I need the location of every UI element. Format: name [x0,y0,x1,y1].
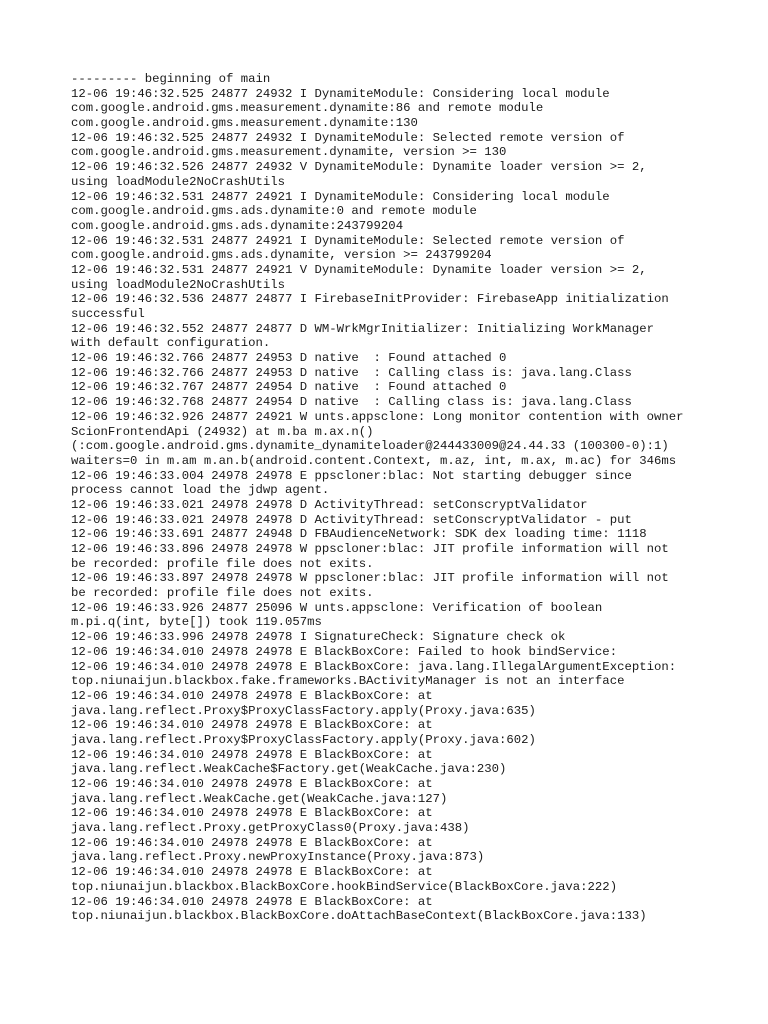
log-line: with default configuration. [71,336,271,351]
log-text-block [71,72,761,924]
log-line: 12-06 19:46:34.010 24978 24978 E BlackBoxCore: at [71,806,433,821]
log-line: 12-06 19:46:32.766 24877 24953 D native : Calling class is: java.lang.Class [71,365,632,380]
log-line: 12-06 19:46:34.010 24978 24978 E BlackBoxCore: at [71,865,433,880]
log-line: java.lang.reflect.Proxy.newProxyInstance(Proxy.java:873) [71,850,485,865]
log-line: top.niunaijun.blackbox.BlackBoxCore.doAttachBaseContext(BlackBoxCore.java:133) [71,909,647,924]
log-line: waiters=0 in m.am m.an.b(android.content.Context, m.az, int, m.ax, m.ac) for 346ms [71,453,677,468]
log-line: 12-06 19:46:32.926 24877 24921 W unts.appsclone: Long monitor contention with owner [71,409,684,424]
log-line: 12-06 19:46:34.010 24978 24978 E BlackBoxCore: at [71,688,433,703]
log-line: be recorded: profile file does not exits. [71,556,374,571]
log-line: top.niunaijun.blackbox.BlackBoxCore.hookBindService(BlackBoxCore.java:222) [71,879,618,894]
log-line: 12-06 19:46:34.010 24978 24978 E BlackBoxCore: at [71,747,433,762]
log-line: 12-06 19:46:33.926 24877 25096 W unts.appsclone: Verification of boolean [71,600,603,615]
log-line: 12-06 19:46:32.767 24877 24954 D native : Found attached 0 [71,380,507,395]
log-line: 12-06 19:46:32.531 24877 24921 I DynamiteModule: Selected remote version of [71,233,625,248]
log-line: 12-06 19:46:34.010 24978 24978 E BlackBoxCore: java.lang.IllegalArgumentException: [71,659,677,674]
log-line: java.lang.reflect.Proxy.getProxyClass0(Proxy.java:438) [71,821,470,836]
log-line: 12-06 19:46:34.010 24978 24978 E BlackBoxCore: at [71,718,433,733]
log-line: 12-06 19:46:32.526 24877 24932 V DynamiteModule: Dynamite loader version >= 2, [71,160,647,175]
log-line: successful [71,307,145,321]
log-line: --------- beginning of main [71,72,271,86]
log-line: java.lang.reflect.Proxy$ProxyClassFactory.apply(Proxy.java:635) [71,703,536,718]
log-line: 12-06 19:46:32.768 24877 24954 D native : Calling class is: java.lang.Class [71,395,632,410]
log-line: 12-06 19:46:34.010 24978 24978 E BlackBoxCore: at [71,894,433,909]
log-line: java.lang.reflect.WeakCache.get(WeakCache.java:127) [71,791,448,806]
log-line: 12-06 19:46:33.021 24978 24978 D ActivityThread: setConscryptValidator [71,497,588,512]
log-line: com.google.android.gms.measurement.dynamite:130 [71,116,418,131]
log-line: 12-06 19:46:32.531 24877 24921 I DynamiteModule: Considering local module [71,189,610,204]
log-line: m.pi.q(int, byte[]) took 119.057ms [71,615,322,630]
log-line: 12-06 19:46:32.531 24877 24921 V DynamiteModule: Dynamite loader version >= 2, [71,262,647,277]
log-line: 12-06 19:46:32.536 24877 24877 I FirebaseInitProvider: FirebaseApp initialization [71,292,669,307]
log-line: 12-06 19:46:33.004 24978 24978 E ppscloner:blac: Not starting debugger since [71,468,632,483]
log-line: 12-06 19:46:33.897 24978 24978 W ppscloner:blac: JIT profile information will not [71,571,669,586]
log-page [71,72,761,924]
log-line: 12-06 19:46:34.010 24978 24978 E BlackBoxCore: Failed to hook bindService: [71,644,618,659]
log-line: 12-06 19:46:33.996 24978 24978 I SignatureCheck: Signature check ok [71,630,566,645]
log-line: be recorded: profile file does not exits. [71,586,374,601]
log-line: com.google.android.gms.ads.dynamite:243799204 [71,218,404,233]
log-line: (:com.google.android.gms.dynamite_dynamiteloader@244433009@24.44.33 (100300-0):1) [71,439,669,454]
log-line: com.google.android.gms.ads.dynamite:0 and remote module [71,204,477,219]
log-line: com.google.android.gms.measurement.dynamite:86 and remote module [71,101,544,116]
log-line: using loadModule2NoCrashUtils [71,277,286,292]
log-line: java.lang.reflect.WeakCache$Factory.get(WeakCache.java:230) [71,762,507,777]
log-line: 12-06 19:46:33.896 24978 24978 W ppscloner:blac: JIT profile information will not [71,542,669,556]
log-line: 12-06 19:46:33.021 24978 24978 D ActivityThread: setConscryptValidator - put [71,512,632,527]
log-line: top.niunaijun.blackbox.fake.frameworks.BActivityManager is not an interface [71,674,625,689]
log-line: 12-06 19:46:32.525 24877 24932 I DynamiteModule: Considering local module [71,86,610,101]
log-line: 12-06 19:46:32.766 24877 24953 D native : Found attached 0 [71,351,507,366]
log-line: 12-06 19:46:34.010 24978 24978 E BlackBoxCore: at [71,835,433,850]
log-line: 12-06 19:46:34.010 24978 24978 E BlackBoxCore: at [71,777,433,791]
log-line: ScionFrontendApi (24932) at m.ba m.ax.n() [71,424,374,439]
log-line: 12-06 19:46:33.691 24877 24948 D FBAudienceNetwork: SDK dex loading time: 1118 [71,527,647,542]
log-line: using loadModule2NoCrashUtils [71,174,286,189]
log-line: com.google.android.gms.measurement.dynamite, version >= 130 [71,145,507,160]
log-line: java.lang.reflect.Proxy$ProxyClassFactory.apply(Proxy.java:602) [71,732,536,747]
log-line: 12-06 19:46:32.525 24877 24932 I DynamiteModule: Selected remote version of [71,130,625,145]
log-line: process cannot load the jdwp agent. [71,483,330,498]
log-line: 12-06 19:46:32.552 24877 24877 D WM-WrkMgrInitializer: Initializing WorkManager [71,321,654,336]
log-line: com.google.android.gms.ads.dynamite, version >= 243799204 [71,248,492,263]
